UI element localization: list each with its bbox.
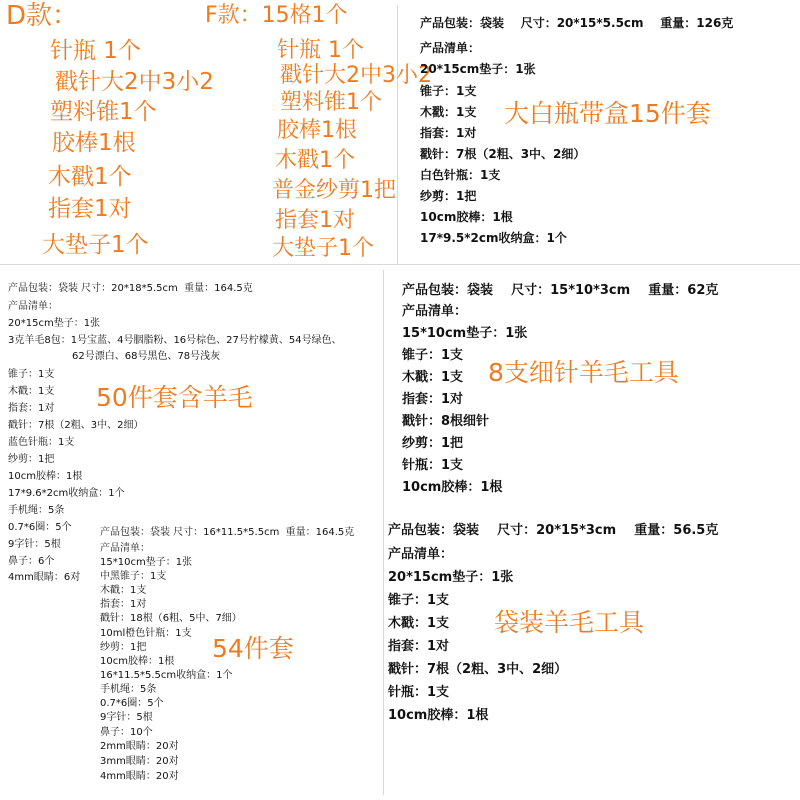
panel-d-item: 塑料锥1个 bbox=[50, 99, 157, 125]
list-item: 4mm眼睛：20对 bbox=[100, 771, 179, 782]
panel-bag-header: 产品包装：袋装 尺寸：20*15*3cm 重量：56.5克 bbox=[388, 523, 719, 538]
list-item: 指套：1对 bbox=[8, 403, 55, 414]
panel-d-item: 指套1对 bbox=[48, 196, 132, 222]
panel-d-item: 大垫子1个 bbox=[42, 232, 149, 258]
divider-vertical-right bbox=[383, 270, 384, 795]
panel-d-item: 针瓶 1个 bbox=[50, 38, 141, 64]
panel-8-highlight: 8支细针羊毛工具 bbox=[488, 358, 679, 387]
list-item: 木戳：1支 bbox=[420, 105, 477, 119]
panel-8-list-label: 产品清单： bbox=[402, 304, 468, 319]
panel-54-highlight: 54件套 bbox=[212, 634, 294, 663]
list-item: 16*11.5*5.5cm收纳盒：1个 bbox=[100, 670, 233, 681]
list-item: 4mm眼睛：6对 bbox=[8, 572, 81, 583]
divider-vertical-top bbox=[397, 5, 398, 265]
list-item: 2mm眼睛：20对 bbox=[100, 741, 179, 752]
list-item: 木戳：1支 bbox=[388, 616, 450, 631]
panel-d-title: D款： bbox=[6, 1, 79, 31]
list-item: 10cm胶棒：1根 bbox=[402, 480, 503, 495]
panel-54-header: 产品包装：袋装 尺寸：16*11.5*5.5cm 重量：164.5克 bbox=[100, 527, 355, 538]
list-item: 鼻子：6个 bbox=[8, 556, 55, 567]
panel-big-bottle-kit bbox=[420, 15, 798, 260]
list-item: 62号漂白、68号黑色、78号浅灰 bbox=[72, 351, 221, 362]
panel-f-item: 指套1对 bbox=[275, 208, 355, 233]
list-item: 9字针：5根 bbox=[8, 539, 61, 550]
list-item: 戳针：8根细针 bbox=[402, 414, 490, 429]
list-item: 手机绳：5条 bbox=[8, 505, 65, 516]
list-item: 木戳：1支 bbox=[402, 370, 464, 385]
list-item: 鼻子：10个 bbox=[100, 727, 153, 738]
panel-f-kit bbox=[205, 0, 432, 265]
list-item: 白色针瓶：1支 bbox=[420, 168, 501, 182]
panel-50-list-label: 产品清单： bbox=[8, 301, 58, 312]
list-item: 20*15cm垫子：1张 bbox=[388, 570, 514, 585]
panel-d-item: 戳针大2中3小2 bbox=[55, 69, 214, 95]
list-item: 纱剪：1把 bbox=[100, 642, 147, 653]
panel-f-item: 普金纱剪1把 bbox=[272, 178, 396, 203]
list-item: 10cm胶棒：1根 bbox=[388, 708, 489, 723]
list-item: 15*10cm垫子：1张 bbox=[402, 326, 528, 341]
list-item: 木戳：1支 bbox=[8, 386, 55, 397]
list-item: 15*10cm垫子：1张 bbox=[100, 557, 193, 568]
panel-f-item: 胶棒1根 bbox=[277, 118, 357, 143]
list-item: 戳针：7根（2粗、3中、2细） bbox=[8, 420, 144, 431]
list-item: 10cm胶棒：1根 bbox=[8, 471, 83, 482]
list-item: 锥子：1支 bbox=[420, 84, 477, 98]
panel-d-kit bbox=[0, 0, 214, 265]
list-item: 针瓶：1支 bbox=[402, 458, 464, 473]
list-item: 20*15cm垫子：1张 bbox=[8, 318, 101, 329]
panel-bag-highlight: 袋装羊毛工具 bbox=[494, 608, 645, 637]
list-item: 10cm胶棒：1根 bbox=[420, 210, 513, 224]
panel-8-needle-kit bbox=[402, 284, 798, 499]
panel-8-header: 产品包装：袋装 尺寸：15*10*3cm 重量：62克 bbox=[402, 283, 719, 298]
list-item: 指套：1对 bbox=[100, 599, 147, 610]
list-item: 3mm眼睛：20对 bbox=[100, 756, 179, 767]
list-item: 10ml橙色针瓶：1支 bbox=[100, 628, 192, 639]
list-item: 17*9.6*2cm收纳盒：1个 bbox=[8, 488, 125, 499]
list-item: 锥子：1支 bbox=[402, 348, 464, 363]
list-item: 9字针：5根 bbox=[100, 712, 153, 723]
panel-f-item: 木戳1个 bbox=[275, 148, 355, 173]
panel-d-item: 胶棒1根 bbox=[52, 130, 136, 156]
panel-54-kit bbox=[100, 528, 382, 798]
panel-bag-list-label: 产品清单： bbox=[388, 547, 454, 562]
list-item: 17*9.5*2cm收纳盒：1个 bbox=[420, 231, 567, 245]
panel-big-bottle-list-label: 产品清单： bbox=[420, 41, 481, 55]
list-item: 戳针：7根（2粗、3中、2细） bbox=[420, 147, 586, 161]
panel-50-highlight: 50件套含羊毛 bbox=[96, 383, 253, 412]
list-item: 指套：1对 bbox=[402, 392, 464, 407]
list-item: 手机绳：5条 bbox=[100, 684, 157, 695]
panel-f-item: 戳针大2中3小2 bbox=[280, 63, 432, 88]
list-item: 锥子：1支 bbox=[8, 369, 55, 380]
list-item: 0.7*6圈：5个 bbox=[100, 698, 164, 709]
list-item: 戳针：18根（6粗、5中、7细） bbox=[100, 613, 242, 624]
list-item: 3克羊毛8包：1号宝蓝、4号胭脂粉、16号棕色、27号柠檬黄、54号绿色、 bbox=[8, 335, 342, 346]
list-item: 针瓶：1支 bbox=[388, 685, 450, 700]
panel-54-list-label: 产品清单： bbox=[100, 543, 150, 554]
list-item: 20*15cm垫子：1张 bbox=[420, 62, 536, 76]
panel-f-item: 塑料锥1个 bbox=[280, 90, 382, 115]
panel-f-item: 针瓶 1个 bbox=[277, 38, 364, 63]
list-item: 戳针：7根（2粗、3中、2细） bbox=[388, 662, 568, 677]
panel-big-bottle-highlight: 大白瓶带盒15件套 bbox=[504, 99, 711, 128]
list-item: 指套：1对 bbox=[388, 639, 450, 654]
list-item: 木戳：1支 bbox=[100, 585, 147, 596]
list-item: 纱剪：1把 bbox=[420, 189, 477, 203]
panel-d-item: 木戳1个 bbox=[48, 164, 132, 190]
panel-big-bottle-header: 产品包装：袋装 尺寸：20*15*5.5cm 重量：126克 bbox=[420, 16, 734, 30]
list-item: 蓝色针瓶：1支 bbox=[8, 437, 75, 448]
panel-bag-kit bbox=[388, 520, 798, 723]
list-item: 0.7*6圈：5个 bbox=[8, 522, 72, 533]
list-item: 10cm胶棒：1根 bbox=[100, 656, 175, 667]
list-item: 锥子：1支 bbox=[388, 593, 450, 608]
list-item: 指套：1对 bbox=[420, 126, 477, 140]
panel-f-item: 大垫子1个 bbox=[272, 236, 374, 261]
list-item: 纱剪：1把 bbox=[8, 454, 55, 465]
list-item: 中黑锥子：1支 bbox=[100, 571, 167, 582]
list-item: 纱剪：1把 bbox=[402, 436, 464, 451]
panel-f-title: F款：15格1个 bbox=[205, 3, 348, 28]
panel-50-header: 产品包装：袋装 尺寸：20*18*5.5cm 重量：164.5克 bbox=[8, 283, 253, 294]
